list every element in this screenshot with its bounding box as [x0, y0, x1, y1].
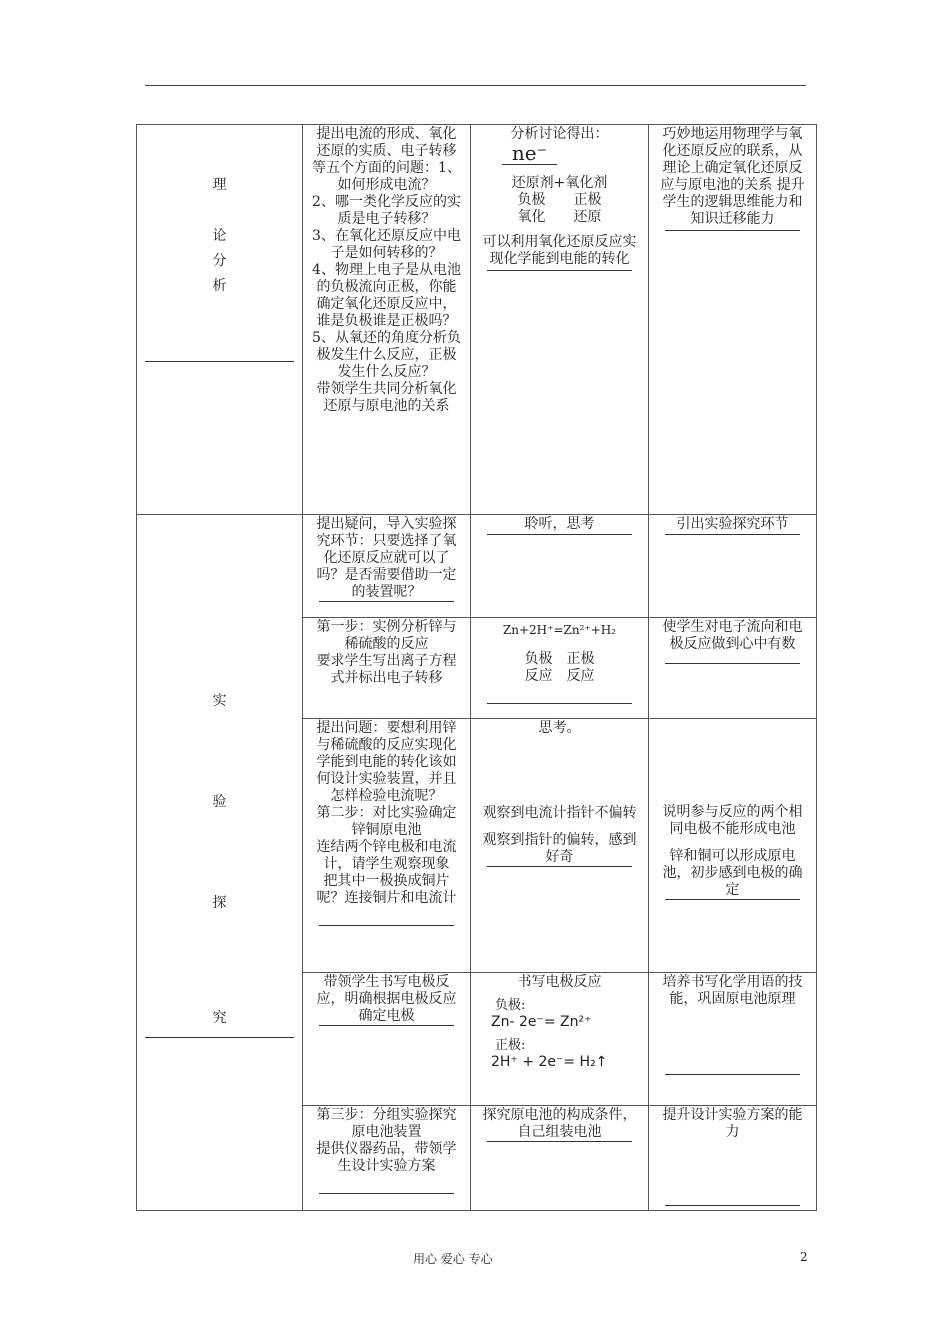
footer-motto: 用心 爱心 专心	[413, 1252, 493, 1266]
teacher-cell: 提出问题：要想利用锌与稀硫酸的反应实现化学能到电能的转化该如何设计实验装置，并且怎样检验电流呢？ 第二步：对比实验确定锌铜原电池 连结两个锌电极和电流计，请学生观察现象 把其中一极换成铜片呢？连接铜片和电流计	[303, 719, 471, 973]
underline	[145, 361, 294, 362]
table-row	[137, 125, 817, 515]
underline	[665, 534, 800, 535]
teacher-cell: 提出疑问，导入实验探究环节：只要选择了氧化还原反应就可以了吗？是否需要借助一定的装置呢？	[303, 515, 471, 618]
underline	[487, 703, 632, 704]
teacher-cell: 第三步：分组实验探究原电池装置 提供仪器药品，带领学生设计实验方案	[303, 1106, 471, 1211]
intent-cell: 说明参与反应的两个相同电极不能形成电池 锌和铜可以形成原电池，初步感到电极的确定	[649, 719, 817, 973]
student-cell: 分析讨论得出： ne⁻ 还原剂+氧化剂 负极 正极 氧化 还原 可以利用氧化还原反应实现化学能到电能的转化	[471, 125, 649, 515]
stage-cell	[137, 125, 303, 515]
underline	[319, 925, 454, 926]
underline	[145, 1037, 294, 1038]
teacher-cell: 提出电流的形成、氧化还原的实质、电子转移等五个方面的问题：1、如何形成电流？ 2、哪一类化学反应的实质是电子转移？ 3、在氧化还原反应中电子是如何转移的？ 4、物理上电子是从电池的负极流向正极，你能确定氧化还原反应中，谁是负极谁是正极吗？ 5、从氧还的角度分析负极发生什么反应，正极发生什么反应？ 带领学生共同分析氧化还原与原电池的关系	[303, 125, 471, 515]
header-rule	[145, 85, 806, 86]
ionic-equation: Zn+2H⁺=Zn²⁺+H₂	[502, 623, 617, 637]
intent-cell: 培养书写化学用语的技能，巩固原电池原理	[649, 973, 817, 1106]
underline	[319, 1193, 454, 1194]
stage-cell	[137, 515, 303, 1211]
underline	[319, 1025, 454, 1026]
underline	[665, 899, 800, 900]
underline	[665, 1205, 800, 1206]
negative-electrode-equation: Zn- 2e⁻= Zn²⁺	[491, 1014, 592, 1030]
underline	[665, 230, 800, 231]
stage-label: 实 验 探 究	[212, 693, 227, 1026]
underline	[319, 601, 454, 602]
electron-label: ne⁻	[502, 145, 557, 165]
teacher-cell: 带领学生书写电极反应，明确根据电极反应确定电极	[303, 973, 471, 1106]
underline	[665, 1074, 800, 1075]
underline	[487, 866, 632, 867]
underline	[487, 1141, 632, 1142]
positive-electrode-equation: 2H⁺ + 2e⁻= H₂↑	[491, 1054, 608, 1070]
student-cell: 思考。 观察到电流计指针不偏转 观察到指针的偏转，感到好奇	[471, 719, 649, 973]
underline	[487, 534, 632, 535]
intent-cell: 巧妙地运用物理学与氧化还原反应的联系，从理论上确定氧化还原反应与原电池的关系 提升学生的逻辑思维能力和知识迁移能力	[649, 125, 817, 515]
table-row	[137, 515, 817, 618]
intent-cell: 使学生对电子流向和电极反应做到心中有数	[649, 618, 817, 719]
student-cell: 探究原电池的构成条件，自己组装电池	[471, 1106, 649, 1211]
intent-cell: 引出实验探究环节	[649, 515, 817, 618]
student-cell: 聆听，思考	[471, 515, 649, 618]
stage-label: 理 论 分 析	[212, 177, 227, 294]
teacher-cell: 第一步：实例分析锌与稀硫酸的反应 要求学生写出离子方程式并标出电子转移	[303, 618, 471, 719]
student-cell: 书写电极反应 负极: Zn- 2e⁻= Zn²⁺ 正极: 2H⁺ + 2e⁻= H₂↑	[471, 973, 649, 1106]
page-number: 2	[800, 1250, 808, 1264]
underline	[665, 663, 800, 664]
student-cell: Zn+2H⁺=Zn²⁺+H₂ 负极 正极 反应 反应	[471, 618, 649, 719]
underline	[487, 270, 632, 271]
lesson-table	[136, 124, 817, 1211]
intent-cell: 提升设计实验方案的能力	[649, 1106, 817, 1211]
